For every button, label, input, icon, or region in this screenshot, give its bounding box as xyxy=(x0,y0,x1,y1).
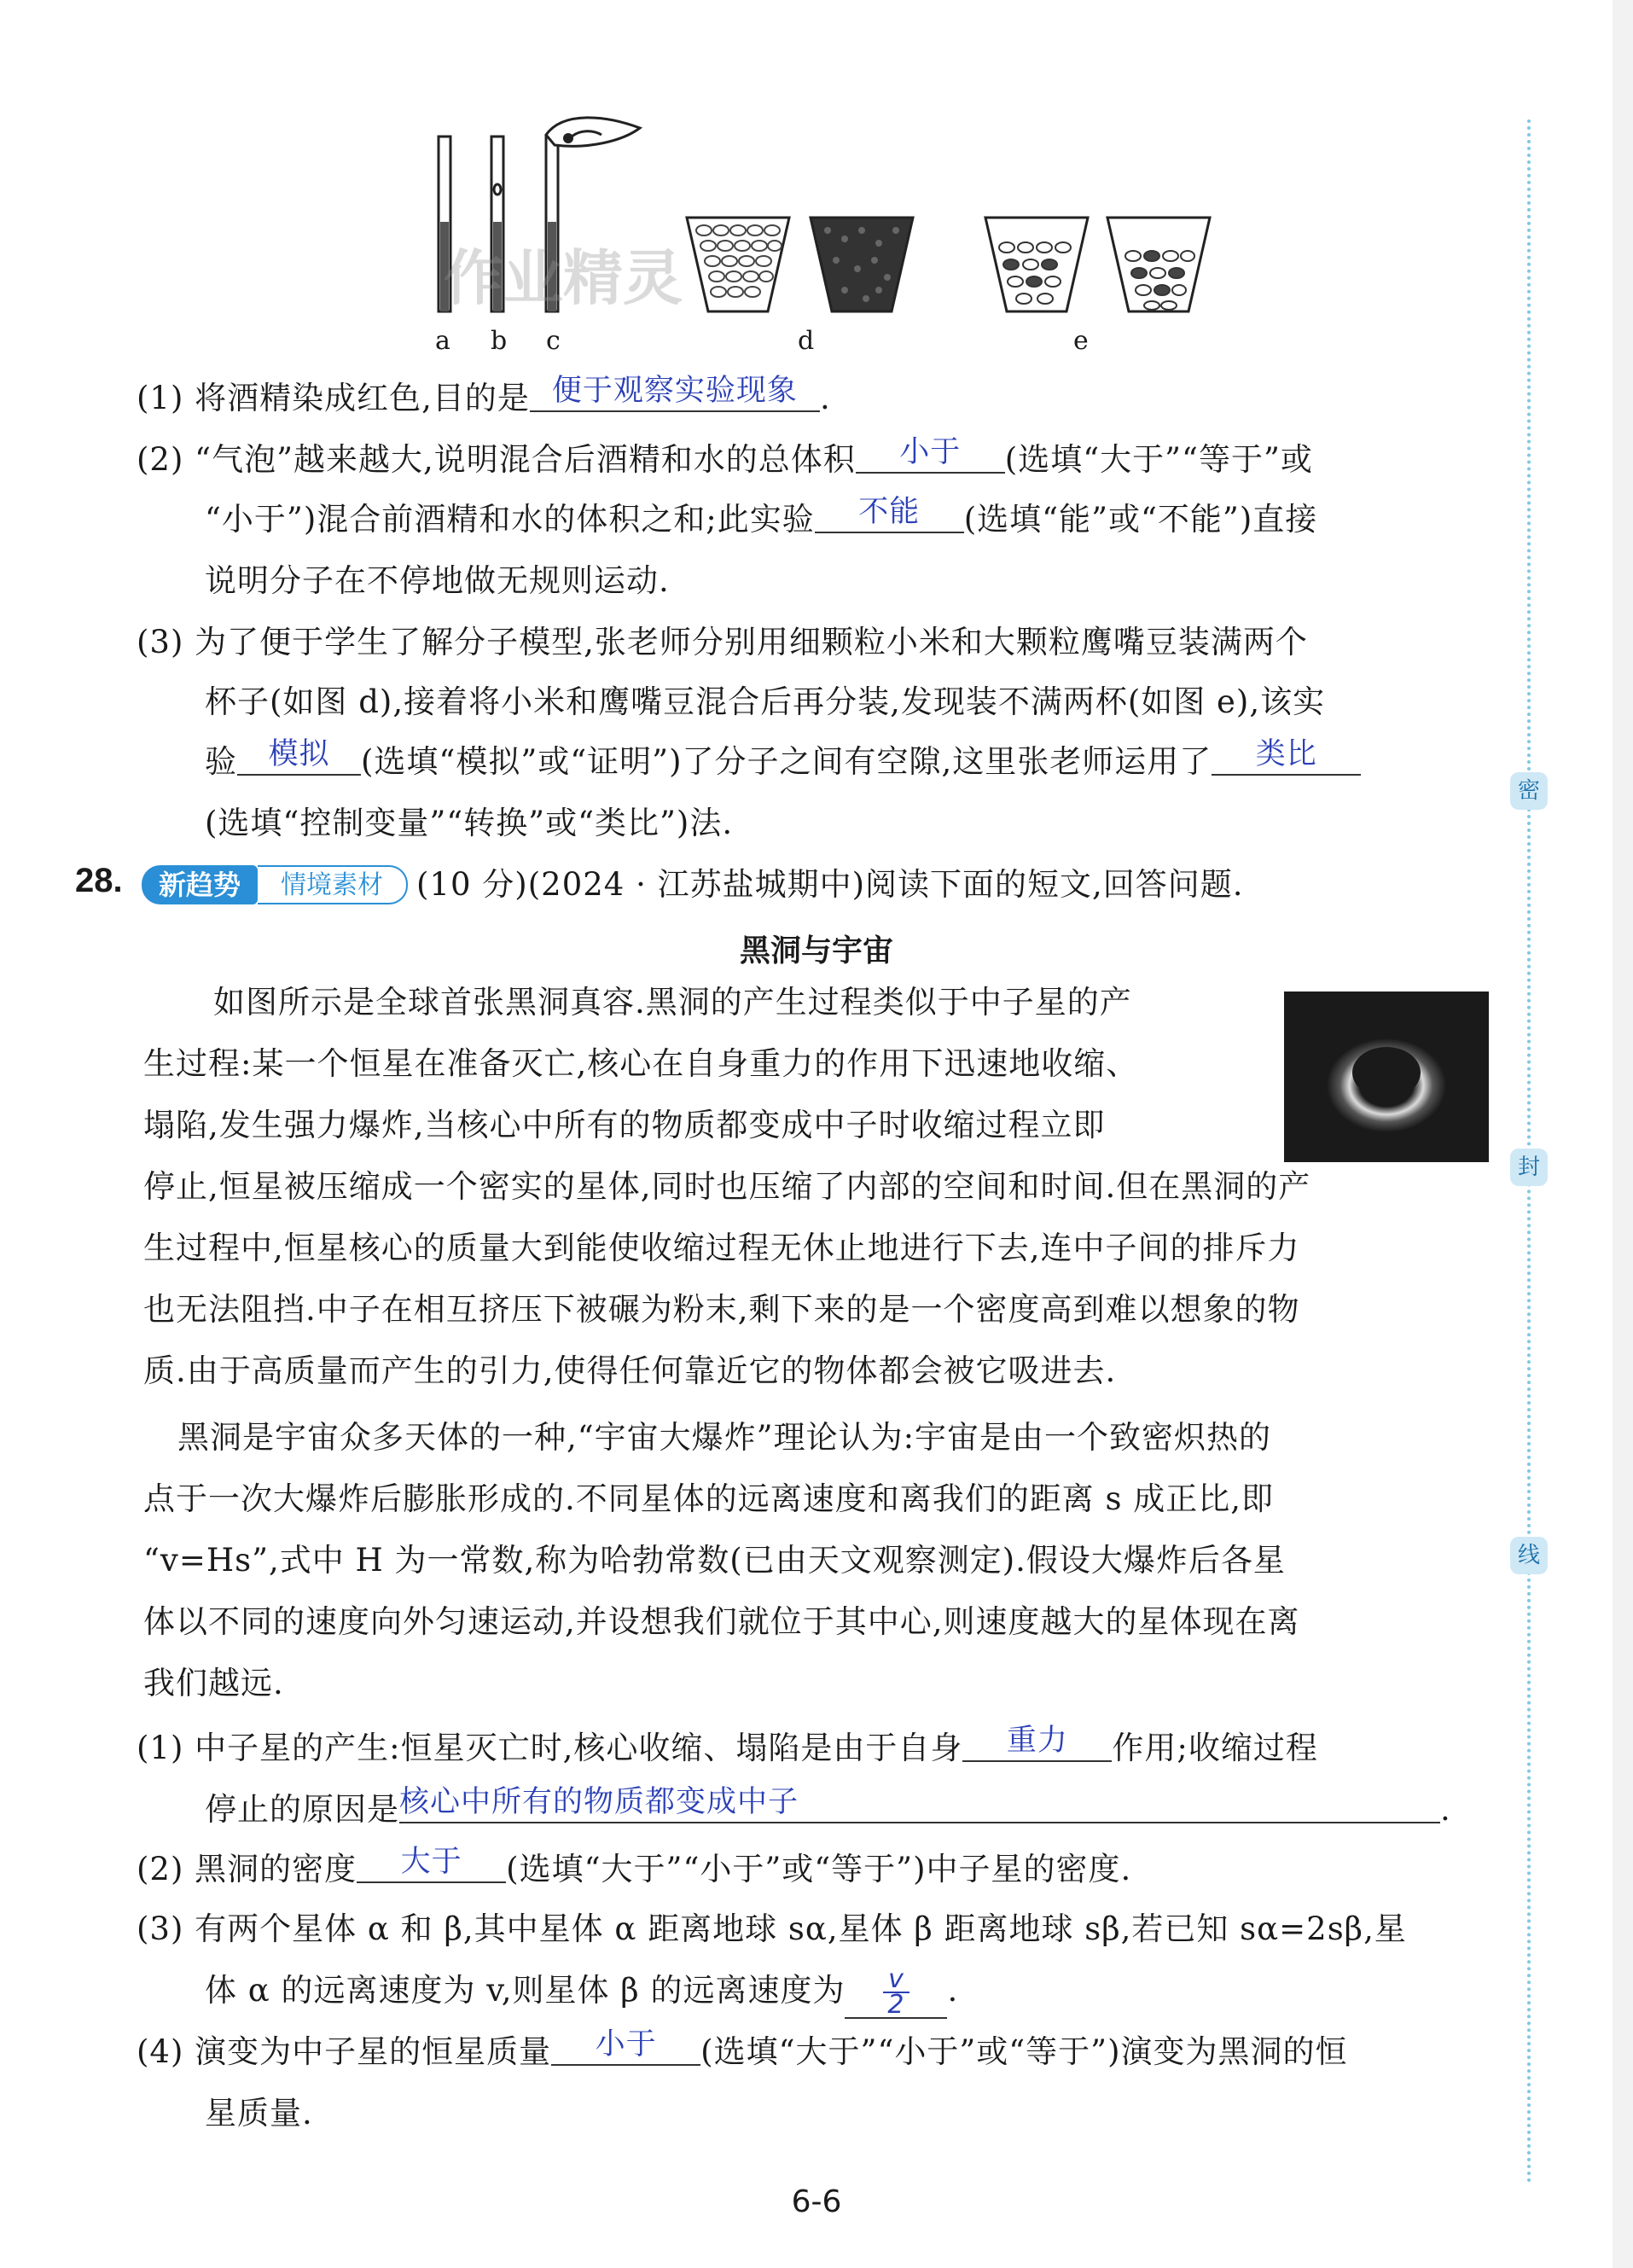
label-c: c xyxy=(546,326,561,356)
q27-part3-line3: 验 模拟 (选填“模拟”或“证明”)了分子之间有空隙,这里张老师运用了 类比 xyxy=(205,741,1361,784)
answer-blank[interactable]: 大于 xyxy=(357,1842,506,1883)
para2-line2: 点于一次大爆炸后膨胀形成的.不同星体的远离速度和离我们的距离 s 成正比,即 xyxy=(143,1480,1275,1517)
label-a: a xyxy=(435,326,450,356)
answer-blank[interactable]: 重力 xyxy=(962,1721,1112,1762)
para1-line1: 如图所示是全球首张黑洞真容.黑洞的产生过程类似于中子星的产 xyxy=(213,984,1132,1021)
q28-part4-line1: (4) 演变为中子星的恒星质量 小于 (选填“大于”“小于”或“等于”)演变为黑洞的恒 xyxy=(137,2031,1348,2074)
para1-line5: 生过程中,恒星核心的质量大到能使收缩过程无休止地进行下去,连中子间的排斥力 xyxy=(143,1230,1300,1266)
para1-line3: 塌陷,发生强力爆炸,当核心中所有的物质都变成中子时收缩过程立即 xyxy=(143,1107,1106,1143)
para2-line5: 我们越远. xyxy=(143,1665,284,1701)
q27-part1: (1) 将酒精染成红色,目的是 便于观察实验现象 . xyxy=(137,377,831,421)
cup-e-2 xyxy=(1107,218,1210,311)
cup-d-chickpea xyxy=(811,218,913,311)
answer-blank[interactable]: 类比 xyxy=(1212,735,1361,776)
answer-blank-fraction[interactable] xyxy=(845,1964,947,2020)
cup-e-1 xyxy=(985,218,1088,311)
answer-blank[interactable]: 不能 xyxy=(815,492,964,533)
para1-line4: 停止,恒星被压缩成一个密实的星体,同时也压缩了内部的空间和时间.但在黑洞的产 xyxy=(143,1168,1311,1205)
q27-part3-line2: 杯子(如图 d),接着将小米和鹰嘴豆混合后再分装,发现装不满两杯(如图 e),该实 xyxy=(205,683,1326,720)
q28-header: (10 分)(2024 · 江苏盐城期中)阅读下面的短文,回答问题. xyxy=(416,866,1244,903)
label-b: b xyxy=(491,326,508,356)
para2-line3: “v=Hs”,式中 H 为一常数,称为哈勃常数(已由天文观察测定).假设大爆炸后各星 xyxy=(143,1542,1286,1579)
label-d: d xyxy=(798,326,815,356)
q28-part3-line1: (3) 有两个星体 α 和 β,其中星体 α 距离地球 sα,星体 β 距离地球 sβ,若已知 sα=2sβ,星 xyxy=(137,1910,1407,1947)
cup-d-millet xyxy=(687,218,789,311)
q28-part1-line1: (1) 中子星的产生:恒星灭亡时,核心收缩、塌陷是由于自身 重力 作用;收缩过程 xyxy=(137,1727,1318,1771)
badge-context: 情境素材 xyxy=(258,865,408,904)
answer-blank[interactable]: 小于 xyxy=(856,433,1005,474)
q27-part2-line3: 说明分子在不停地做无规则运动. xyxy=(205,562,670,599)
article-title: 黑洞与宇宙 xyxy=(739,933,893,968)
page-number: 6-6 xyxy=(791,2184,842,2219)
para2-line1: 黑洞是宇宙众多天体的一种,“宇宙大爆炸”理论认为:宇宙是由一个致密炽热的 xyxy=(177,1419,1272,1456)
q28-part1-line2: 停止的原因是核心中所有的物质都变成中子 . xyxy=(205,1788,1451,1832)
answer-blank[interactable]: 核心中所有的物质都变成中子 xyxy=(399,1782,1440,1823)
answer-blank[interactable]: 便于观察实验现象 xyxy=(530,371,820,412)
q27-part3-line4: (选填“控制变量”“转换”或“类比”)法. xyxy=(205,805,734,841)
q28-part2: (2) 黑洞的密度 大于 (选填“大于”“小于”或“等于”)中子星的密度. xyxy=(137,1848,1131,1892)
margin-tab-feng: 封 xyxy=(1510,1149,1548,1186)
q27-part3-line1: (3) 为了便于学生了解分子模型,张老师分别用细颗粒小米和大颗粒鹰嘴豆装满两个 xyxy=(137,624,1308,660)
q27-part2-line2: “小于”)混合前酒精和水的体积之和;此实验 不能 (选填“能”或“不能”)直接 xyxy=(205,498,1317,542)
para1-line2: 生过程:某一个恒星在准备灭亡,核心在自身重力的作用下迅速地收缩、 xyxy=(143,1045,1139,1082)
margin-tab-mi: 密 xyxy=(1510,772,1548,810)
badge-new-trend: 新趋势 xyxy=(142,865,258,904)
fraction-v-over-2: $\frac{v}{2}$ xyxy=(883,1968,909,2017)
margin-tab-xian: 线 xyxy=(1510,1537,1548,1574)
answer-blank[interactable]: 小于 xyxy=(551,2025,700,2066)
watermark: 作业精灵 xyxy=(444,243,683,313)
q28-part4-line2: 星质量. xyxy=(205,2095,313,2131)
para1-line6: 也无法阻挡.中子在相互挤压下被碾为粉末,剩下来的是一个密度高到难以想象的物 xyxy=(143,1291,1300,1328)
para1-line7: 质.由于高质量而产生的引力,使得任何靠近它的物体都会被它吸进去. xyxy=(143,1352,1117,1389)
para2-line4: 体以不同的速度向外匀速运动,并设想我们就位于其中心,则速度越大的星体现在离 xyxy=(143,1603,1300,1640)
q27-part2-line1: (2) “气泡”越来越大,说明混合后酒精和水的总体积 小于 (选填“大于”“等于”或 xyxy=(137,439,1313,482)
label-e: e xyxy=(1073,326,1089,356)
q28-part3-line2: 体 α 的远离速度为 v,则星体 β 的远离速度为 $\frac{v}{2}$ . xyxy=(205,1964,959,2020)
black-hole-photo xyxy=(1284,992,1489,1162)
question-number: 28. xyxy=(75,862,123,899)
answer-blank[interactable]: 模拟 xyxy=(237,735,361,776)
